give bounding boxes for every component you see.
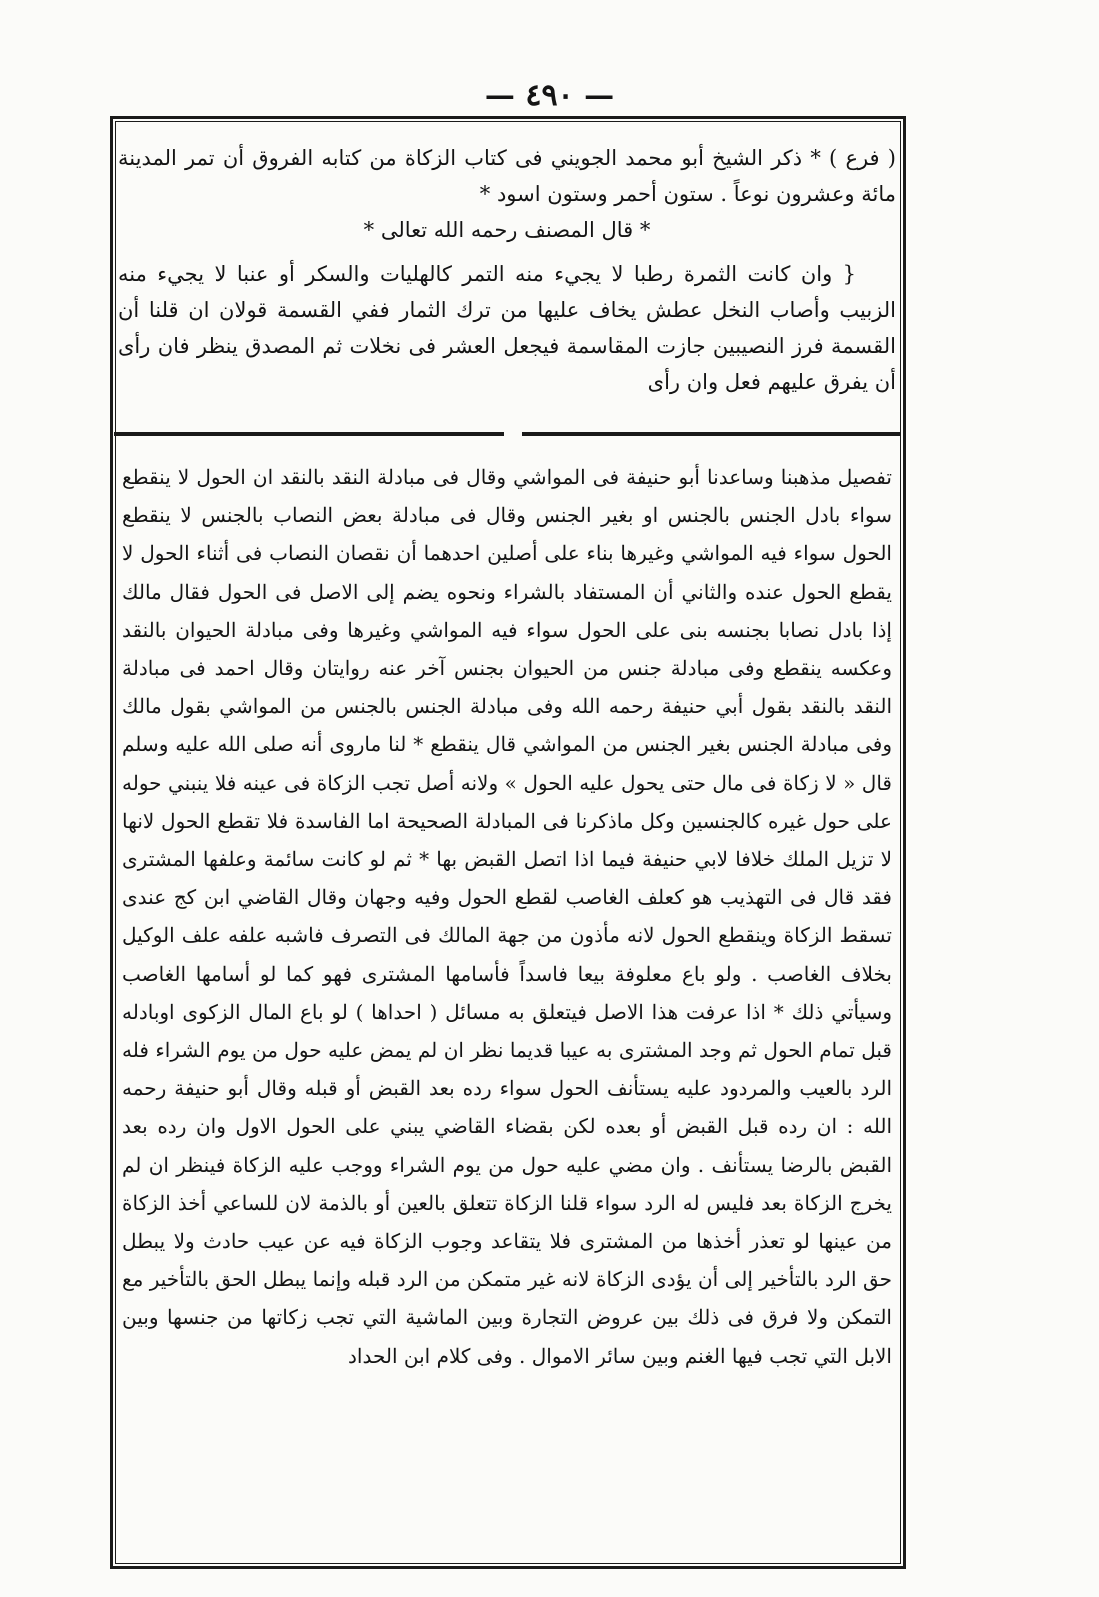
matn-paragraph: { وان كانت الثمرة رطبا لا يجيء منه التمر كالهليات والسكر أو عنبا لا يجيء منه الزبيب وأصاب النخل عطش يخاف عليها من ترك الثمار ففي القسمة قولان ان قلنا أن القسمة فرز النصيبين جازت المقاسمة فيجعل العشر فى نخلات ثم المصدق ينظر فان رأى أن يفرق عليهم فعل وان رأى	[118, 262, 896, 394]
commentary-top-section	[118, 140, 896, 400]
page-number: — ٤٩٠ —	[484, 78, 615, 113]
body-paragraph: تفصيل مذهبنا وساعدنا أبو حنيفة فى المواشي وقال فى مبادلة النقد بالنقد ان الحول لا ينقطع سواء بادل الجنس بالجنس او بغير الجنس وقال فى مبادلة بعض النصاب بالجنس لا ينقطع الحول سواء فيه المواشي وغيرها بناء على أصلين احدهما أن نقصان النصاب فى أثناء الحول لا يقطع الحول عنده والثاني أن المستفاد بالشراء ونحوه يضم إلى الاصل فى الحول فقال مالك إذا بادل نصابا بجنسه بنى على الحول سواء فيه المواشي وغيرها وفى مبادلة الحيوان بالنقد وعكسه ينقطع وفى مبادلة جنس من الحيوان بجنس آخر عنه روايتان وقال احمد فى مبادلة النقد بالنقد بقول أبي حنيفة رحمه الله وفى مبادلة الجنس بالجنس من المواشي بقول مالك وفى مبادلة الجنس بغير الجنس من المواشي قال ينقطع * لنا ماروى أنه صلى الله عليه وسلم قال « لا زكاة فى مال حتى يحول عليه الحول » ولانه أصل تجب الزكاة فى عينه فلا ينبني حوله على حول غيره كالجنسين وكل ماذكرنا فى المبادلة الصحيحة اما الفاسدة فلا تقطع الحول لانها لا تزيل الملك خلافا لابي حنيفة فيما اذا اتصل القبض بها * ثم لو كانت سائمة وعلفها المشترى فقد قال فى التهذيب هو كعلف الغاصب لقطع الحول وفيه وجهان وقال القاضي ابن كج عندى تسقط الزكاة وينقطع الحول لانه مأذون من جهة المالك فى التصرف فاشبه علفه علف الوكيل بخلاف الغاصب . ولو باع معلوفة بيعا فاسداً فأسامها المشترى فهو كما لو أسامها الغاصب وسيأتي ذلك * اذا عرفت هذا الاصل فيتعلق به مسائل ( احداها ) لو باع المال الزكوى اوبادله قبل تمام الحول ثم وجد المشترى به عيبا قديما نظر ان لم يمض عليه حول من يوم الشراء فله الرد بالعيب والمردود عليه يستأنف الحول سواء رده بعد القبض أو قبله وقال أبو حنيفة رحمه الله : ان رده قبل القبض أو بعده لكن بقضاء القاضي يبني على الحول الاول وان رده بعد القبض بالرضا يستأنف . وان مضي عليه حول من يوم الشراء ووجب عليه الزكاة فينظر ان لم يخرج الزكاة بعد فليس له الرد سواء قلنا الزكاة تتعلق بالعين أو بالذمة لان للساعي أخذ الزكاة من عينها لو تعذر أخذها من المشترى فلا يتقاعد وجوب الزكاة فيه عن عيب حادث ولا يبطل حق الرد بالتأخير إلى أن يؤدى الزكاة لانه غير متمكن من الرد قبله وإنما يبطل الحق بالتأخير مع التمكن ولا فرق فى ذلك بين عروض التجارة وبين الماشية التي تجب زكاتها من جنسها وبين الابل التي تجب فيها الغنم وبين سائر الاموال . وفى كلام ابن الحداد	[122, 465, 892, 1368]
section-divider-left	[114, 432, 504, 436]
commentary-body-section	[122, 458, 892, 1375]
section-divider-right	[522, 432, 900, 436]
branch-paragraph: ( فرع ) * ذكر الشيخ أبو محمد الجويني فى كتاب الزكاة من كتابه الفروق أن تمر المدينة مائة وعشرون نوعاً . ستون أحمر وستون اسود *	[118, 146, 896, 206]
author-heading: * قال المصنف رحمه الله تعالى *	[363, 218, 651, 242]
